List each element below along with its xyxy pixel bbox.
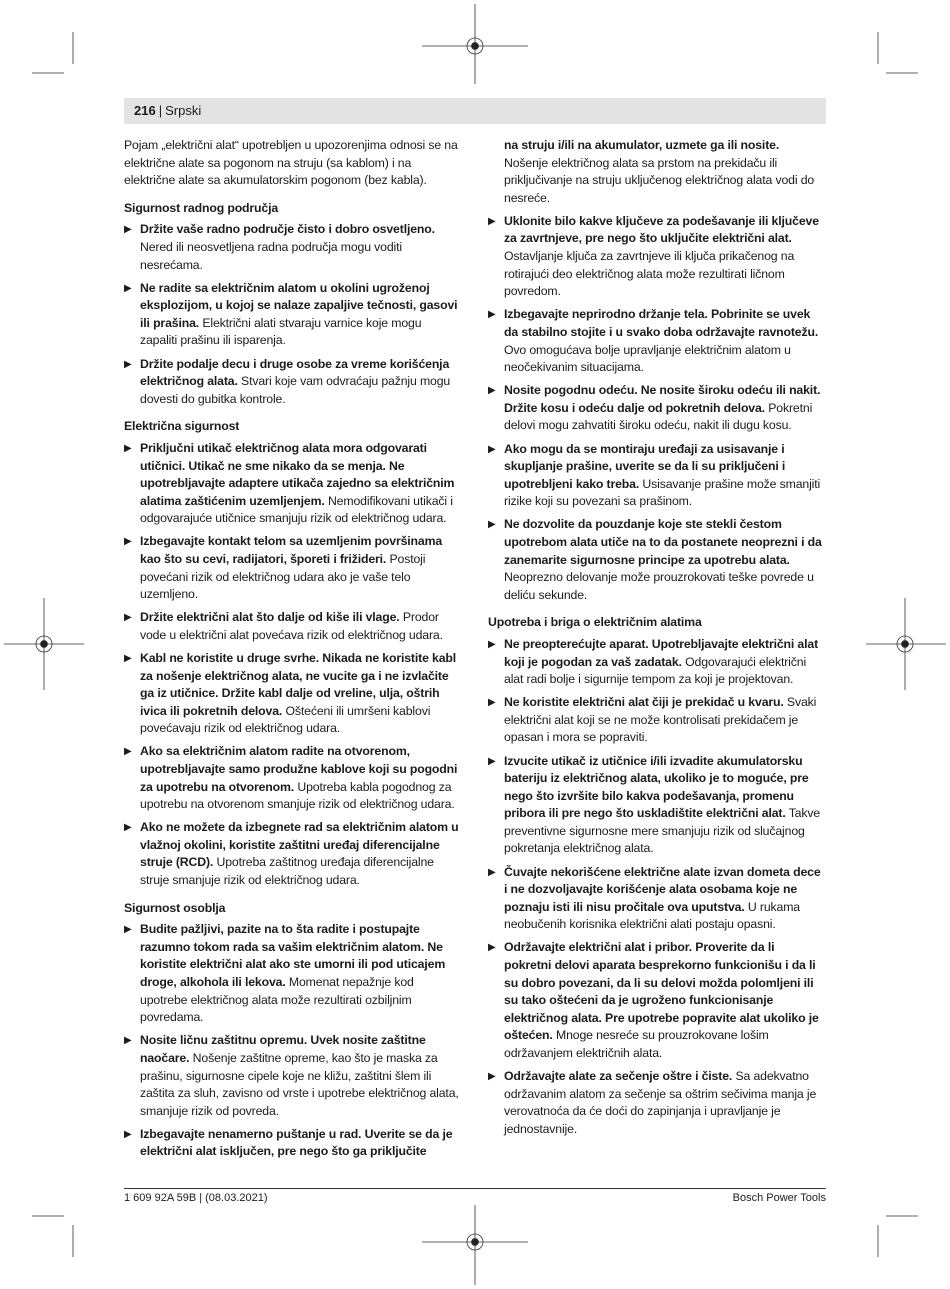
bullet-arrow-icon: ▶ xyxy=(124,358,132,370)
bullet-arrow-icon: ▶ xyxy=(488,215,496,227)
bullet-arrow-icon: ▶ xyxy=(124,1035,132,1047)
section-heading: Električna sigurnost xyxy=(124,419,240,434)
bullet-body-text: Upotreba zaštitnog uređaja diferencijalne struje smanjuje rizik od električnog udara. xyxy=(140,855,434,888)
bullet-item xyxy=(488,306,824,376)
bullet-bold-text: Izbegavajte kontakt telom sa uzemljenim površinama kao što su cevi, radijatori, šporeti i frižideri. xyxy=(140,534,443,566)
bullet-body-text: Nered ili neosvetljena radna područja mogu voditi nesrećama. xyxy=(140,239,402,272)
bullet-arrow-icon: ▶ xyxy=(488,385,496,397)
bullet-bold-text: Izbegavajte nenamerno puštanje u rad. Uverite se da je električni alat isključen, pre nego što ga priključite xyxy=(140,1126,453,1159)
header-language: Srpski xyxy=(165,103,202,118)
bullet-arrow-icon: ▶ xyxy=(124,1128,132,1140)
bullet-arrow-icon: ▶ xyxy=(124,442,132,454)
bullet-body-text: Neoprezno delovanje može prouzrokovati teške povrede u deliću sekunde. xyxy=(504,570,814,602)
bullet-body-text: Ostavljanje ključa za zavrtnjeve ili ključa prikačenog na rotirajući deo električnog alata može rezultirati ličnom povredom. xyxy=(504,249,795,299)
bullet-item xyxy=(124,1126,460,1161)
bullet-arrow-icon: ▶ xyxy=(488,1071,496,1083)
bullet-bold-text: Čuvajte nekorišćene električne alate izvan dometa dece i ne dozvoljavajte korišćenje alata osobama koje ne poznaju isti ili nisu pročitale ova uputstva. xyxy=(504,864,821,914)
header-separator: | xyxy=(158,103,163,118)
bullet-bold-text: Držite vaše radno područje čisto i dobro osvetljeno. xyxy=(140,222,435,237)
bullet-item xyxy=(124,921,460,1027)
bullet-item xyxy=(124,280,460,350)
bullet-item xyxy=(488,1068,824,1138)
bullet-item xyxy=(488,636,824,689)
bullet-arrow-icon: ▶ xyxy=(124,924,132,936)
bullet-body-text: Odgovarajući električni alat radi bolje i sigurnije tempom za koji je projektovan. xyxy=(504,654,807,687)
page-number: 216 xyxy=(134,103,156,118)
bullet-arrow-icon: ▶ xyxy=(488,519,496,531)
right-column xyxy=(488,137,824,1144)
bullet-arrow-icon: ▶ xyxy=(124,746,132,758)
bullet-bold-text: Ne radite sa električnim alatom u okolini ugroženoj eksplozijom, u kojoj se nalaze zapaljive tečnosti, gasovi ili prašina. xyxy=(140,280,458,330)
footer-rule xyxy=(124,1188,826,1189)
bullet-body-text: Upotreba kabla pogodnog za upotrebu na otvorenom smanjuje rizik od električnog udara. xyxy=(140,779,455,812)
bullet-item xyxy=(124,609,460,644)
bullet-bold-text: Nosite pogodnu odeću. Ne nosite široku odeću ili nakit. Držite kosu i odeću dalje od pokretnih delova. xyxy=(504,383,821,415)
bullet-arrow-icon: ▶ xyxy=(124,612,132,624)
bullet-body-text: Nemodifikovani utikači i odgovarajuće utičnice smanjuju rizik od električnog udara. xyxy=(140,493,453,526)
bullet-bold-text: Održavajte električni alat i pribor. Proverite da li pokretni delovi aparata besprekorno funkcionišu i da li su dobro povezani, da li su delovi možda polomljeni ili su tako oštećeni da je ugroženo funkcionisanje električnog alata. Pre upotrebe popravite alat ukoliko je oštećen. xyxy=(504,940,819,1043)
bullet-bold-text: Ako mogu da se montiraju uređaji za usisavanje i skupljanje prašine, uverite se da li su priključeni i upotrebljeni kako treba. xyxy=(504,441,786,491)
bullet-bold-text: Ako sa električnim alatom radite na otvorenom, upotrebljavajte samo produžne kablove koji su pogodni za upotrebu na otvorenom. xyxy=(140,744,458,794)
bullet-item xyxy=(488,213,824,301)
section-heading: Sigurnost osoblja xyxy=(124,900,226,915)
registration-mark-icon xyxy=(4,598,84,690)
bullet-continuation xyxy=(488,137,824,207)
page-header xyxy=(124,98,826,124)
bullet-item xyxy=(488,694,824,747)
bullet-bold-text: Održavajte alate za sečenje oštre i čiste. xyxy=(504,1069,733,1084)
bullet-bold-text: Budite pažljivi, pazite na to šta radite i postupajte razumno tokom rada sa vašim električnim alatom. Ne koristite električni alat ako ste umorni ili pod uticajem droge, alkohola ili lekova. xyxy=(140,922,446,990)
bullet-item xyxy=(124,356,460,409)
bullet-bold-text: Izbegavajte neprirodno držanje tela. Pobrinite se uvek da stabilno stojite i u svako doba održavajte ravnotežu. xyxy=(504,307,819,339)
bullet-bold-text: Ne preopterećujte aparat. Upotrebljavajte električni alat koji je pogodan za vaš zadatak. xyxy=(504,636,819,669)
bullet-body-text: Pokretni delovi mogu zahvatiti široku odeću, nakit ili dugu kosu. xyxy=(504,400,813,433)
bullet-item xyxy=(488,753,824,859)
bullet-body-text: Ovo omogućava bolje upravljanje električnim alatom u neočekivanim situacijama. xyxy=(504,342,791,375)
bullet-item xyxy=(124,1032,460,1120)
section-heading: Sigurnost radnog područja xyxy=(124,200,279,215)
bullet-item xyxy=(124,533,460,603)
bullet-item xyxy=(124,819,460,889)
bullet-arrow-icon: ▶ xyxy=(488,755,496,767)
bullet-body-text: Postoji povećani rizik od električnog udara ako je vaše telo uzemljeno. xyxy=(140,551,426,602)
bullet-bold-text: Uklonite bilo kakve ključeve za podešavanje ili ključeve za zavrtnjeve, pre nego što uključite električni alat. xyxy=(504,213,819,246)
bullet-bold-text: na struju i/ili na akumulator, uzmete ga ili nosite. xyxy=(504,138,780,152)
bullet-bold-text: Ne dozvolite da pouzdanje koje ste stekli čestom upotrebom alata utiče na to da postanete neoprezni i da zanemarite sigurnosne principe za upotrebu alata. xyxy=(504,517,822,567)
bullet-body-text: Usisavanje prašine može smanjiti rizike koji su povezani sa prašinom. xyxy=(504,476,821,509)
registration-mark-icon xyxy=(866,598,946,690)
bullet-body-text: Stvari koje vam odvraćaju pažnju mogu dovesti do gubitka kontrole. xyxy=(140,374,451,406)
bullet-arrow-icon: ▶ xyxy=(124,282,132,294)
bullet-arrow-icon: ▶ xyxy=(488,866,496,878)
bullet-item xyxy=(124,221,460,274)
bullet-bold-text: Ako ne možete da izbegnete rad sa električnim alatom u vlažnoj okolini, koristite zaštitni uređaj diferencijalne struje (RCD). xyxy=(140,820,459,870)
bullet-arrow-icon: ▶ xyxy=(488,309,496,321)
bullet-item xyxy=(124,440,460,528)
section-heading: Upotreba i briga o električnim alatima xyxy=(488,615,702,630)
bullet-item xyxy=(488,382,824,435)
bullet-item xyxy=(488,864,824,934)
bullet-arrow-icon: ▶ xyxy=(488,443,496,455)
bullet-arrow-icon: ▶ xyxy=(488,638,496,650)
bullet-body-text: Takve preventivne sigurnosne mere smanjuju rizik od slučajnog pokretanja električnog alata. xyxy=(504,806,821,856)
bullet-body-text: Sa adekvatno održavanim alatom za sečenje sa oštrim sečivima manja je verovatnoća da će doći do zapinjanja i upravljanje je jednostavnije. xyxy=(504,1069,817,1136)
bullet-body-text: Električni alati stvaraju varnice koje mogu zapaliti prašinu ili isparenja. xyxy=(140,315,422,348)
bullet-body-text: Mnoge nesreće su prouzrokovane lošim održavanjem električnih alata. xyxy=(504,1028,769,1060)
bullet-bold-text: Držite električni alat što dalje od kiše ili vlage. xyxy=(140,610,400,625)
bullet-body-text: Nošenje električnog alata sa prstom na prekidaču ili priključivanje na struju uključenog električnog alata vodi do nesreće. xyxy=(504,155,815,205)
bullet-arrow-icon: ▶ xyxy=(124,536,132,548)
bullet-item xyxy=(124,650,460,738)
bullet-arrow-icon: ▶ xyxy=(124,224,132,236)
registration-mark-icon xyxy=(422,4,528,84)
bullet-bold-text: Izvucite utikač iz utičnice i/ili izvadite akumulatorsku bateriju iz električnog alata, ukoliko je to moguće, pre nego što izvršite bilo kakva podešavanja, promenu pribora ili pre nego što uskladištite električni alat. xyxy=(504,753,809,821)
footer-brand: Bosch Power Tools xyxy=(732,1192,826,1204)
bullet-arrow-icon: ▶ xyxy=(124,822,132,834)
footer-doc-number: 1 609 92A 59B | (08.03.2021) xyxy=(124,1192,268,1204)
bullet-bold-text: Nosite ličnu zaštitnu opremu. Uvek nosite zaštitne naočare. xyxy=(140,1033,426,1065)
bullet-body-text: Oštećeni ili umršeni kablovi povećavaju rizik od električnog udara. xyxy=(140,703,431,736)
bullet-body-text: U rukama neobučenih korisnika električni alati postaju opasni. xyxy=(504,899,800,932)
bullet-body-text: Prodor vode u električni alat povećava rizik od električnog udara. xyxy=(140,610,443,642)
bullet-bold-text: Priključni utikač električnog alata mora odgovarati utičnici. Utikač ne sme nikako da se menja. Ne upotrebljavajte adaptere utikača zajedno sa električnim alatima zaštićenim uzemljenjem. xyxy=(140,440,455,508)
bullet-bold-text: Kabl ne koristite u druge svrhe. Nikada ne koristite kabl za nošenje električnog alata, ne vucite ga i ne izvlačite ga iz utičnice. Držite kabl dalje od vreline, ulja, oštrih ivica ili pokretnih delova. xyxy=(140,650,457,718)
bullet-bold-text: Držite podalje decu i druge osobe za vreme korišćenja električnog alata. xyxy=(140,356,450,389)
bullet-arrow-icon: ▶ xyxy=(124,652,132,664)
bullet-bold-text: Ne koristite električni alat čiji je prekidač u kvaru. xyxy=(504,695,784,710)
registration-mark-icon xyxy=(422,1205,528,1285)
bullet-item xyxy=(488,939,824,1062)
bullet-body-text: Nošenje zaštitne opreme, kao što je maska za prašinu, sigurnosne cipele koje ne kližu, zaštitni šlem ili zaštita za sluh, zavisno od vrste i upotrebe električnog alata, smanjuje rizik od povreda. xyxy=(140,1050,459,1118)
left-column xyxy=(124,137,460,1166)
bullet-arrow-icon: ▶ xyxy=(488,942,496,954)
bullet-body-text: Svaki električni alat koji se ne može kontrolisati prekidačem je opasan i mora se popraviti. xyxy=(504,695,817,745)
bullet-item xyxy=(488,441,824,511)
bullet-item xyxy=(124,743,460,813)
body-paragraph: Pojam „električni alat“ upotrebljen u upozorenjima odnosi se na električne alate sa pogonom na struju (sa kablom) i na električne alate sa akumulatorskim pogonom (bez kabla). xyxy=(124,138,458,188)
bullet-item xyxy=(488,516,824,604)
bullet-body-text: Momenat nepažnje kod upotrebe električnog alata može rezultirati ozbiljnim povredama. xyxy=(140,975,414,1025)
bullet-arrow-icon: ▶ xyxy=(488,697,496,709)
